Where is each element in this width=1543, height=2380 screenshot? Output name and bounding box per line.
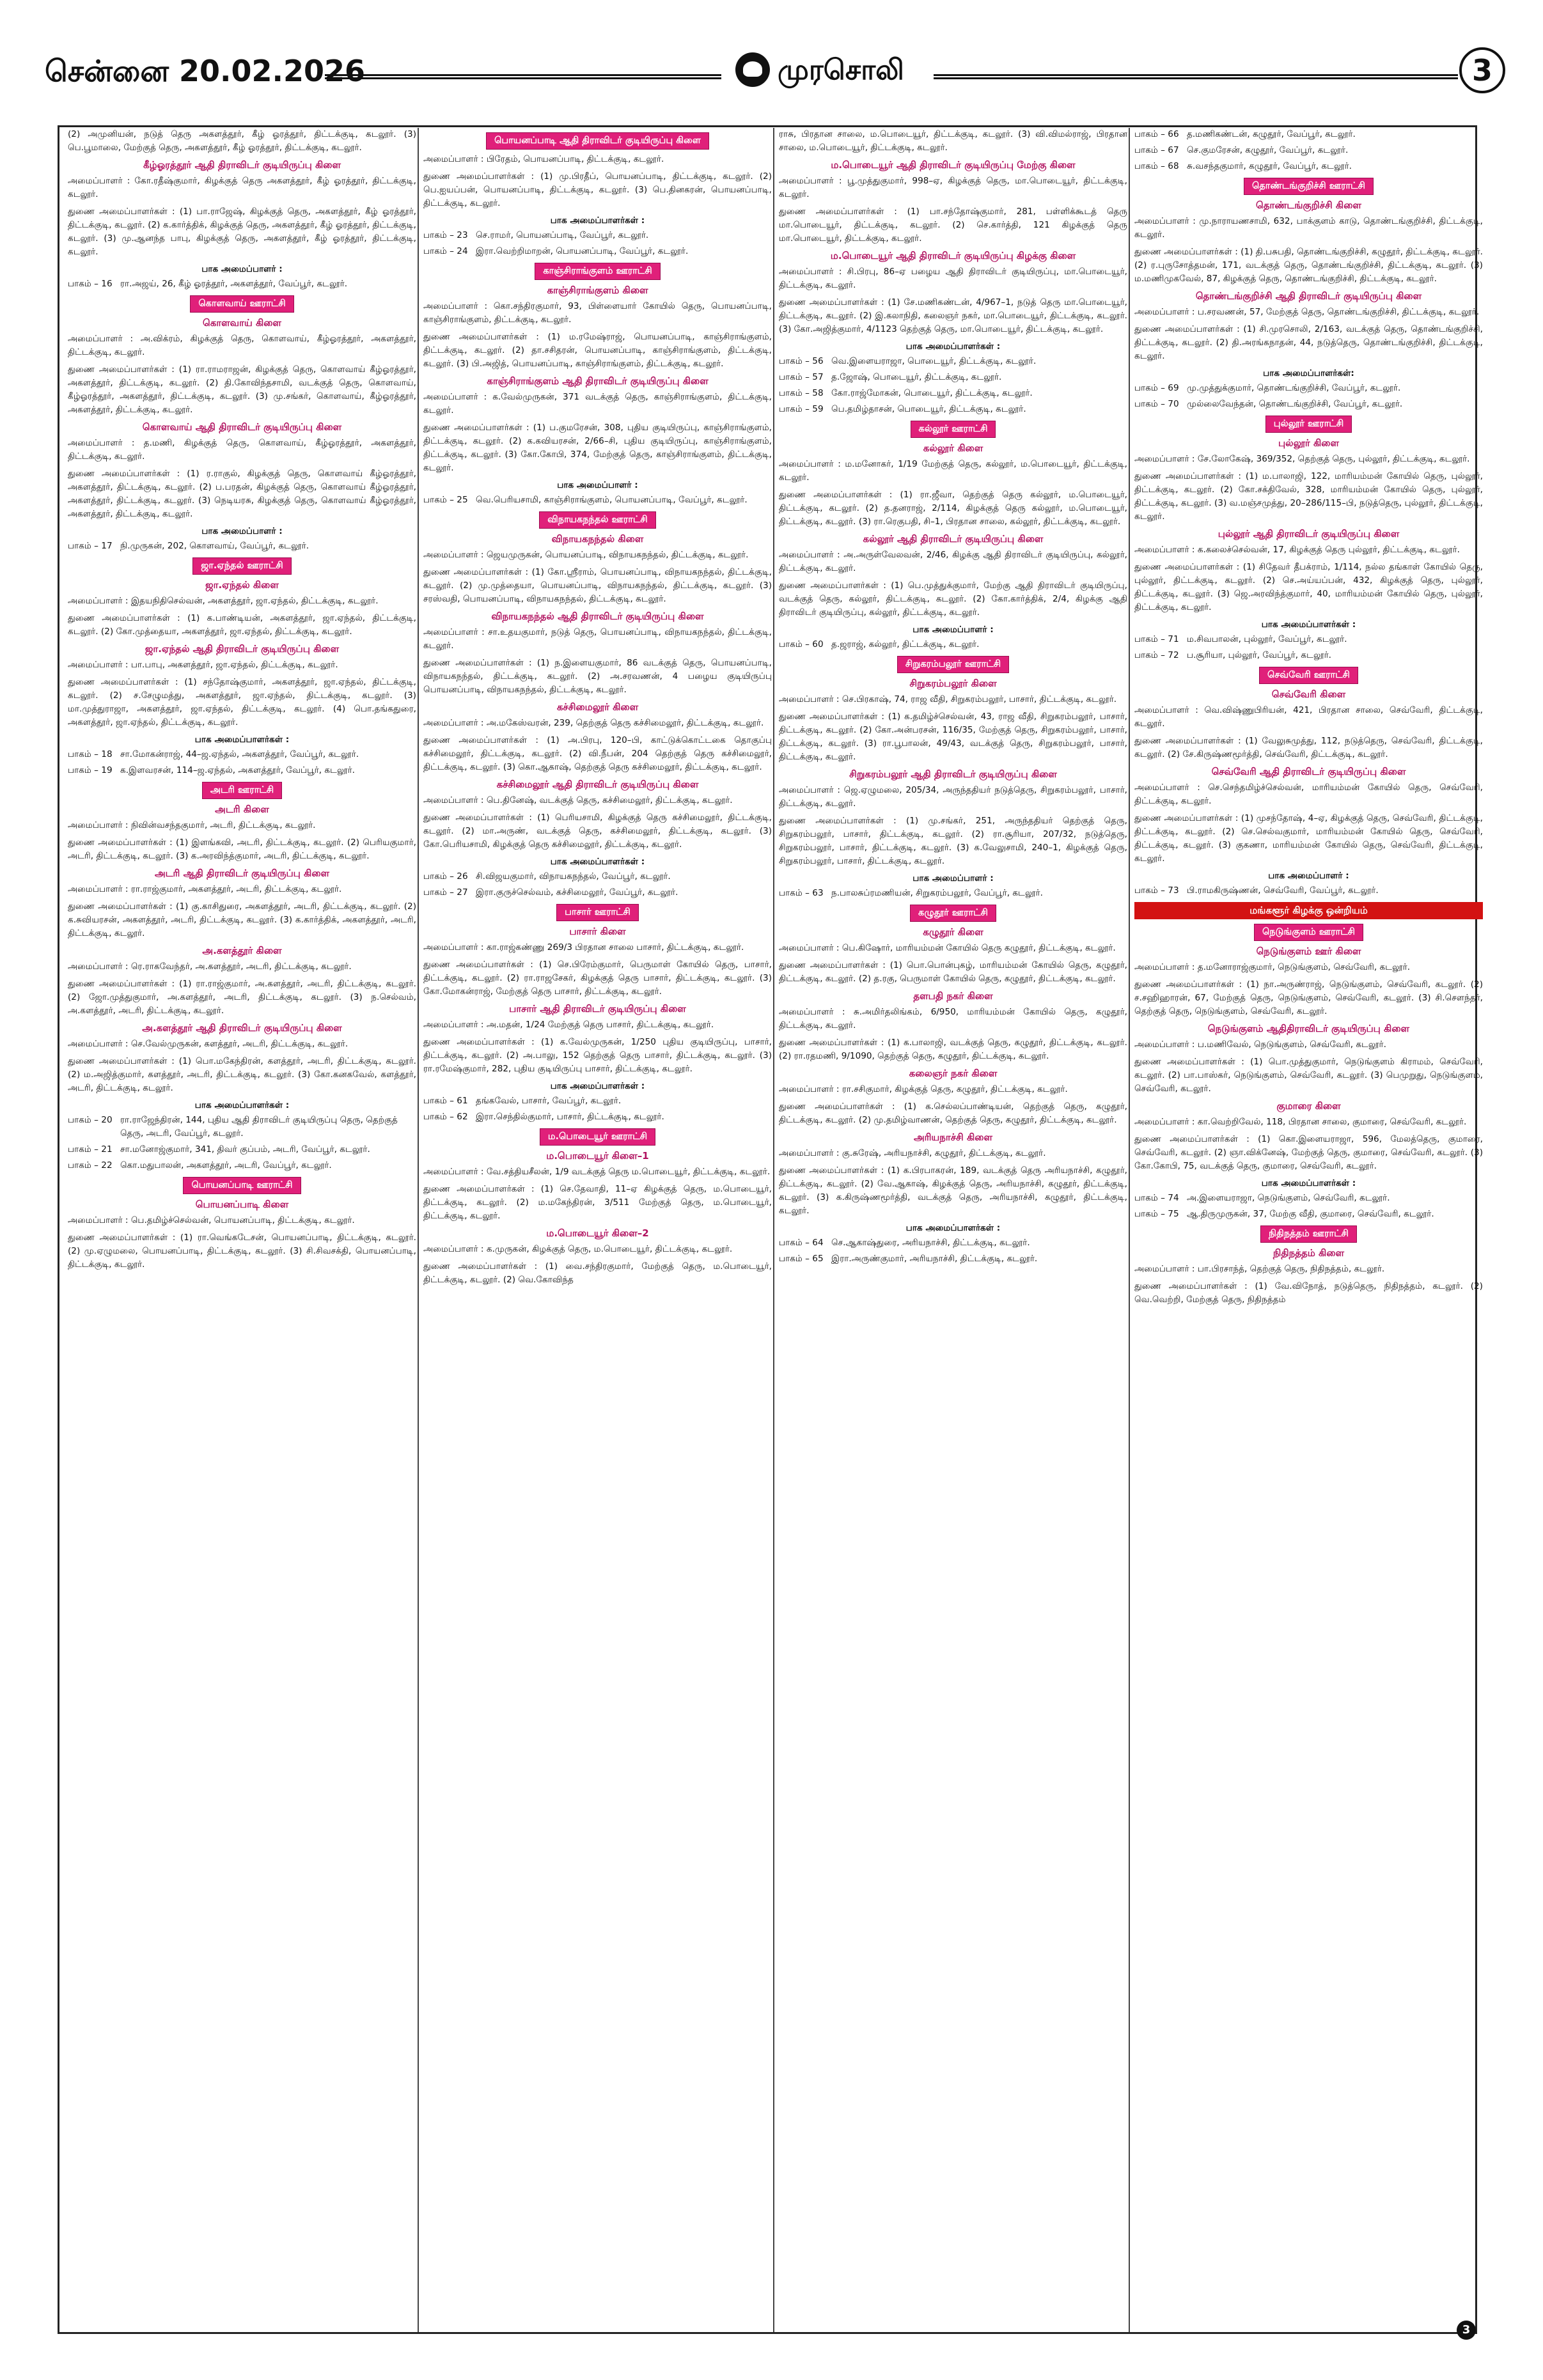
organiser-entry: அமைப்பாளர் : மு.நாராயணசாமி, 632, பாக்குளம் காடு, தொண்டங்குறிச்சி, திட்டக்குடி, கடலூர். — [1134, 216, 1483, 240]
panchayat-heading-label: செவ்வேரி ஊராட்சி — [1259, 667, 1358, 684]
booth-organiser: ரா.அஜய், 26, கீழ் ஓரத்தூர், அகளத்தூர், வேப்பூர், கடலூர். — [120, 279, 348, 289]
booth-entry — [68, 277, 416, 291]
deputy-organisers-entry: துணை அமைப்பாளர்கள் : (1) கு.காசிதுரை, அகளத்தூர், அடரி, திட்டக்குடி, கடலூர். (2) க.சுவியரசன், அகளத்தூர், அடரி, திட்டக்குடி, கடலூர். (3) க.கார்த்திக், அகளத்தூர், அடரி, திட்டக்குடி, கடலூர். — [68, 901, 416, 938]
booth-number: பாகம் – 69 — [1134, 383, 1179, 393]
branch-heading: காஞ்சிராங்குளம் கிளை — [547, 284, 648, 296]
booth-caption: பாக அமைப்பாளர்கள் : — [550, 1081, 645, 1091]
booth-caption: பாக அமைப்பாளர்கள் : — [1261, 619, 1356, 630]
booth-entry — [1134, 649, 1483, 662]
organiser-entry: அமைப்பாளர் : கா.ராஜ்கண்ணு 269/3 பிரதான சாலை பாசார், திட்டக்குடி, கடலூர். — [423, 942, 744, 953]
organiser-entry: அமைப்பாளர் : கா.வெற்றிவேல், 118, பிரதான சாலை, குமாரை, செவ்வேரி, கடலூர். — [1134, 1117, 1467, 1127]
booth-entry — [423, 245, 772, 258]
branch-heading: ஜா.ஏந்தல் கிளை — [205, 579, 279, 591]
booth-caption: பாக அமைப்பாளர் : — [201, 526, 283, 536]
branch-heading: கழுதூர் கிளை — [923, 926, 983, 938]
branch-heading: விநாயகநந்தல் ஆதி திராவிடர் குடியிருப்பு கிளை — [491, 611, 704, 622]
booth-number: பாகம் – 63 — [779, 888, 824, 898]
booth-entry — [68, 1159, 416, 1172]
branch-heading: நெடுங்குளம் ஆதிதிராவிடர் குடியிருப்பு கிளை — [1207, 1023, 1410, 1034]
booth-caption: பாக அமைப்பாளர் : — [1268, 871, 1349, 881]
organiser-entry: அமைப்பாளர் : ம.மனோகர், 1/19 மேற்குத் தெரு, கல்லூர், ம.பொடையூர், திட்டக்குடி, கடலூர். — [779, 459, 1127, 483]
organiser-entry: அமைப்பாளர் : பெ.தமிழ்ச்செல்வன், பொயனப்பாடி, திட்டக்குடி, கடலூர். — [68, 1215, 355, 1225]
organiser-entry: அமைப்பாளர் : ப.மணிவேல், நெடுங்குளம், செவ்வேரி, கடலூர். — [1134, 1039, 1386, 1050]
booth-organiser: அ.இளையராஜா, நெடுங்குளம், செவ்வேரி, கடலூர். — [1187, 1193, 1390, 1203]
booth-entry — [68, 540, 416, 553]
booth-organiser: பி.ராமகிருஷ்ணன், செவ்வேரி, வேப்பூர், கடலூர். — [1187, 885, 1379, 896]
column-4 — [1134, 128, 1483, 2332]
organiser-entry: அமைப்பாளர் : பெ.கிஷோர், மாரியம்மன் கோயில் தெரு கழுதூர், திட்டக்குடி, கடலூர். — [779, 943, 1116, 953]
deputy-organisers-entry: துணை அமைப்பாளர்கள் : (1) வை.சந்திரகுமார், மேற்குத் தெரு, ம.பொடையூர், திட்டக்குடி, கடலூர். (2) வெ.கோவிந்த — [423, 1261, 772, 1285]
deputy-organisers-entry: துணை அமைப்பாளர்கள் : (1) அ.பிரபு, 120–பி, காட்டுக்கொட்டகை தொகுப்பு கச்சிமைலூர், திட்டக்குடி, கடலூர். (2) வி.நீபன், 204 தெற்குத் தெரு கச்சிமைலூர், திட்டக்குடி, கடலூர். (3) கொ.ஆகாஷ், தெற்குத் தெரு கச்சிமைலூர், திட்டக்குடி, கடலூர். — [423, 735, 772, 772]
deputy-organisers-entry: துணை அமைப்பாளர்கள் : (1) பொ.பொன்புகழ், மாரியம்மன் கோயில் தெரு, கழுதூர், திட்டக்குடி, கடலூர். (2) த.ரகு, பெருமாள் கோயில் தெரு, கழுதூர், திட்டக்குடி, கடலூர். — [779, 960, 1127, 984]
organiser-entry: அமைப்பாளர் : இதயநிதிசெல்வன், அகளத்தூர், ஜா.ஏந்தல், திட்டக்குடி, கடலூர். — [68, 596, 379, 606]
deputy-organisers-entry: துணை அமைப்பாளர்கள் : (1) ப.குமரேசன், 308, புதிய குடியிருப்பு, காஞ்சிராங்குளம், திட்டக்குடி, கடலூர். (2) க.கவியரசன், 2/66–சி, புதிய குடியிருப்பு, காஞ்சிராங்குளம், திட்டக்குடி, கடலூர். (3) கோ.கோபி, 374, மேற்குத் தெரு, காஞ்சிராங்குளம், திட்டக்குடி, கடலூர். — [423, 423, 772, 473]
booth-number: பாகம் – 60 — [779, 639, 824, 649]
booth-number: பாகம் – 17 — [68, 541, 113, 551]
panchayat-heading — [68, 557, 416, 575]
deputy-organisers-entry: துணை அமைப்பாளர்கள் : (1) க.வேல்முருகன், 1/250 புதிய குடியிருப்பு, பாசார், திட்டக்குடி, கடலூர். (2) அ.பாலு, 152 தெற்குத் தெரு பாசார், திட்டக்குடி, கடலூர். (3) ரா.ரமேஷ்குமார், 282, புதிய குடியிருப்பு பாசார், திட்டக்குடி, கடலூர். — [423, 1037, 772, 1074]
organiser-entry: அமைப்பாளர் : க.முருகன், கிழக்குத் தெரு, ம.பொடையூர், திட்டக்குடி, கடலூர். — [423, 1244, 733, 1254]
booth-caption: பாக அமைப்பாளர் : — [201, 264, 283, 274]
booth-number: பாகம் – 24 — [423, 246, 468, 256]
panchayat-heading — [1134, 667, 1483, 684]
organiser-entry: அமைப்பாளர் : பா.பாபு, அகளத்தூர், ஜா.ஏந்தல், திட்டக்குடி, கடலூர். — [68, 660, 338, 670]
page-number-badge: 3 — [1459, 47, 1505, 93]
booth-entry — [779, 887, 1127, 900]
branch-heading-label: பொயனப்பாடி ஆதி திராவிடர் குடியிருப்பு கிளை — [486, 132, 709, 150]
branch-heading: புல்லூர் ஆதி திராவிடர் குடியிருப்பு கிளை — [1218, 528, 1400, 540]
booth-number: பாகம் – 23 — [423, 230, 468, 240]
branch-heading: பாசார் ஆதி திராவிடர் குடியிருப்பு கிளை — [509, 1003, 686, 1015]
booth-number: பாகம் – 70 — [1134, 399, 1179, 409]
deputy-organisers-entry: துணை அமைப்பாளர்கள் : (1) ரா.ஜீவா, தெற்குத் தெரு கல்லூர், ம.பொடையூர், திட்டக்குடி, கடலூர். (2) த.தனராஜ், 2/114, கிழக்குத் தெரு கல்லூர், ம.பொடையூர், திட்டக்குடி, கடலூர். (3) ரா.ரெகுபதி, சி–1, பிரதான சாலை, கல்லூர், திட்டக்குடி, கடலூர். — [779, 490, 1127, 527]
panchayat-heading-label: கல்லூர் ஊராட்சி — [911, 421, 996, 438]
branch-heading: சிறுகரம்பலூர் ஆதி திராவிடர் குடியிருப்பு கிளை — [849, 768, 1057, 780]
branch-heading: காஞ்சிராங்குளம் ஆதி திராவிடர் குடியிருப்பு கிளை — [487, 375, 709, 387]
branch-heading: ம.பொடையூர் ஆதி திராவிடர் குடியிருப்பு மேற்கு கிளை — [831, 159, 1076, 171]
booth-number: பாகம் – 18 — [68, 749, 113, 759]
masthead-rule-left — [325, 74, 721, 79]
branch-heading: பொயனப்பாடி கிளை — [195, 1199, 289, 1210]
newspaper-name: முரசொலி — [778, 54, 904, 86]
booth-number: பாகம் – 59 — [779, 404, 824, 414]
organiser-entry: அமைப்பாளர் : ஜெ.ஏழுமலை, 205/34, அருந்ததியர் நடுத்தெரு, சிறுகரம்பலூர், பாசார், திட்டக்குடி, கடலூர். — [779, 785, 1127, 809]
booth-entry — [423, 886, 772, 899]
column-3 — [779, 128, 1127, 2332]
panchayat-heading-label: ம.பொடையூர் ஊராட்சி — [540, 1128, 655, 1146]
booth-entry — [779, 1252, 1127, 1266]
column-divider — [1129, 128, 1130, 2332]
booth-number: பாகம் – 66 — [1134, 129, 1179, 139]
organiser-entry: அமைப்பாளர் : த.மணி, கிழக்குத் தெரு, கொளவாய், கீழ்ஓரத்தூர், அகளத்தூர், திட்டக்குடி, கடலூர். — [68, 438, 416, 462]
panchayat-heading — [68, 1177, 416, 1194]
deputy-organisers-entry: துணை அமைப்பாளர்கள் : (1) சி.முரசொலி, 2/163, வடக்குத் தெரு, தொண்டங்குறிச்சி, திட்டக்குடி, கடலூர். (2) தி.அரங்கநாதன், 44, நடுத்தெரு, தொண்டங்குறிச்சி, திட்டக்குடி, கடலூர். — [1134, 324, 1483, 361]
booth-entry — [779, 403, 1127, 416]
organiser-entry: அமைப்பாளர் : சா.உதயகுமார், நடுத் தெரு, பொயனப்பாடி, விநாயகநந்தல், திட்டக்குடி, கடலூர். — [423, 627, 772, 651]
organiser-entry: அமைப்பாளர் : செ.பிரகாஷ், 74, ராஜ வீதி, சிறுகரம்பலூர், பாசார், திட்டக்குடி, கடலூர். — [779, 694, 1117, 704]
booth-organiser: தங்கவேல், பாசார், வேப்பூர், கடலூர். — [476, 1096, 622, 1106]
organiser-entry: அமைப்பாளர் : அ.மகேஸ்வரன், 239, தெற்குத் தெரு கச்சிமைலூர், திட்டக்குடி, கடலூர். — [423, 718, 764, 728]
deputy-organisers-entry: துணை அமைப்பாளர்கள் : (1) நா.அருண்ராஜ், நெடுங்குளம், செவ்வேரி, கடலூர். (2) ச.சஹிஹாரன், 67, மேற்குத் தெரு, நெடுங்குளம், செவ்வேரி, கடலூர். (3) சி.சௌந்தர், தெற்குத் தெரு, நெடுங்குளம், செவ்வேரி, கடலூர். — [1134, 979, 1483, 1016]
booth-organiser: ஆ.திருமுருகன், 37, மேற்கு வீதி, குமாரை, செவ்வேரி, கடலூர். — [1187, 1209, 1434, 1219]
booth-organiser: இரா.குருச்செல்வம், கச்சிமைலூர், வேப்பூர், கடலூர். — [476, 887, 678, 898]
organiser-entry: அமைப்பாளர் : செ.வேல்முருகன், களத்தூர், அடரி, திட்டக்குடி, கடலூர். — [68, 1039, 349, 1049]
organiser-entry: அமைப்பாளர் : அ.விக்ரம், கிழக்குத் தெரு, கொளவாய், கீழ்ஓரத்தூர், அகளத்தூர், திட்டக்குடி, கடலூர். — [68, 334, 416, 357]
booth-entry — [1134, 128, 1483, 141]
booth-entry — [1134, 1192, 1483, 1205]
panchayat-heading-label: பொயனப்பாடி ஊராட்சி — [183, 1177, 301, 1194]
organiser-entry: அமைப்பாளர் : சு.அமிர்தலிங்கம், 6/950, மாரியம்மன் கோயில் தெரு, கழுதூர், திட்டக்குடி, கடலூர். — [779, 1007, 1127, 1031]
organiser-entry: அமைப்பாளர் : பா.பிரசாந்த், தெற்குத் தெரு, நிதிநத்தம், கடலூர். — [1134, 1264, 1385, 1274]
booth-number: பாகம் – 26 — [423, 871, 468, 882]
deputy-organisers-entry: துணை அமைப்பாளர்கள் : (1) ந.இளையகுமார், 86 வடக்குத் தெரு, பொயனப்பாடி, விநாயகநந்தல், திட்டக்குடி, கடலூர். (2) அ.சரவணன், 4 பழைய குடியிருப்பு பொயனப்பாடி, விநாயகநந்தல், திட்டக்குடி, கடலூர். — [423, 658, 772, 695]
booth-number: பாகம் – 74 — [1134, 1193, 1179, 1203]
panchayat-heading-label: காஞ்சிராங்குளம் ஊராட்சி — [535, 263, 660, 280]
deputy-organisers-entry: துணை அமைப்பாளர்கள் : (1) ரா.ராஜ்குமார், அ.களத்தூர், அடரி, திட்டக்குடி, கடலூர். (2) ஜோ.முத்துகுமார், அ.களத்தூர், அடரி, திட்டக்குடி, கடலூர். (3) ந.செல்வம், அ.களத்தூர், அடரி, திட்டக்குடி, கடலூர். — [68, 979, 416, 1016]
deputy-organisers-entry: துணை அமைப்பாளர்கள் : (1) ரா.வெங்கடேசன், பொயனப்பாடி, திட்டக்குடி, கடலூர். (2) மு.ஏழுமலை, பொயனப்பாடி, திட்டக்குடி, கடலூர். (3) சி.சிவசக்தி, பொயனப்பாடி, திட்டக்குடி, கடலூர். — [68, 1233, 416, 1270]
branch-heading: நெடுங்குளம் ஊர் கிளை — [1256, 945, 1361, 957]
branch-heading: கல்லூர் ஆதி திராவிடர் குடியிருப்பு கிளை — [863, 533, 1044, 545]
booth-number: பாகம் – 16 — [68, 279, 113, 289]
panchayat-heading — [779, 421, 1127, 438]
booth-entry — [423, 870, 772, 883]
booth-caption: பாக அமைப்பாளர்கள் : — [194, 1100, 290, 1110]
booth-number: பாகம் – 67 — [1134, 145, 1179, 155]
booth-organiser: செ.ராமர், பொயனப்பாடி, வேப்பூர், கடலூர். — [476, 230, 649, 240]
booth-number: பாகம் – 65 — [779, 1254, 824, 1264]
booth-entry — [1134, 884, 1483, 898]
panchayat-heading-label: கழுதூர் ஊராட்சி — [910, 905, 996, 922]
deputy-organisers-entry: துணை அமைப்பாளர்கள் : (1) பெ.முத்துக்குமார், மேற்கு ஆதி திராவிடர் குடியிருப்பு, வடக்குத் தெரு, கல்லூர், திட்டக்குடி, கடலூர். (2) கோ.கார்த்திக், 2/4, கிழக்கு ஆதி திராவிடர் குடியிருப்பு, கல்லூர், திட்டக்குடி, கடலூர். — [779, 580, 1127, 618]
deputy-organisers-entry: துணை அமைப்பாளர்கள் : (1) சே.மணிகண்டன், 4/967–1, நடுத் தெரு மா.பொடையூர், திட்டக்குடி, கடலூர். (2) இ.கலாநிதி, கலைஞர் நகர், மா.பொடையூர், திட்டக்குடி, கடலூர். (3) கோ.அஜித்குமார், 4/1123 தெற்குத் தெரு, மா.பொடையூர், திட்டக்குடி, கடலூர். — [779, 297, 1127, 334]
deputy-organisers-entry: துணை அமைப்பாளர்கள் : (1) ர.ராகுல், கிழக்குத் தெரு, கொளவாய் கீழ்ஓரத்தூர், அகளத்தூர், திட்டக்குடி, கடலூர். (2) ப.பரதன், கிழக்குத் தெரு, கொளவாய் கீழ்ஓரத்தூர், அகளத்தூர், திட்டக்குடி, கடலூர். (3) நெடியரசு, கிழக்குத் தெரு, கொளவாய் கீழ்ஓரத்தூர், அகளத்தூர், திட்டக்குடி, கடலூர். — [68, 469, 416, 519]
column-divider — [773, 128, 774, 2332]
booth-entry — [779, 1236, 1127, 1250]
booth-number: பாகம் – 56 — [779, 356, 824, 366]
organiser-entry: அமைப்பாளர் : கோ.ரதீஷ்குமார், கிழக்குத் தெரு அகளத்தூர், கீழ் ஓரத்தூர், திட்டக்குடி, கடலூர். — [68, 176, 416, 199]
booth-organiser: சா.மோகன்ராஜ், 44–ஜ.ஏந்தல், அகளத்தூர், வேப்பூர், கடலூர். — [120, 749, 359, 759]
deputy-organisers-entry: துணை அமைப்பாளர்கள் : (1) பா.சந்தோஷ்குமார், 281, பள்ளிக்கூடத் தெரு மா.பொடையூர், திட்டக்குடி, கடலூர். (2) செ.கார்த்தி, 121 கிழக்குத் தெரு மா.பொடையூர், திட்டக்குடி, கடலூர். — [779, 206, 1127, 244]
branch-heading: அரியநாச்சி கிளை — [913, 1132, 993, 1143]
deputy-organisers-entry: துணை அமைப்பாளர்கள் : (1) ம.ரமேஷ்ராஜ், பொயனப்பாடி, காஞ்சிராங்குளம், திட்டக்குடி, கடலூர். (2) தா.சசிதரன், பொயனப்பாடி, காஞ்சிராங்குளம், திட்டக்குடி, கடலூர். (3) பி.அஜித், பொயனப்பாடி, காஞ்சிராங்குளம், திட்டக்குடி, கடலூர். — [423, 332, 772, 369]
panchayat-heading — [68, 782, 416, 799]
panchayat-heading — [779, 656, 1127, 673]
booth-organiser: வெ.பெரியசாமி, காஞ்சிராங்குளம், பொயனப்பாடி, வேப்பூர், கடலூர். — [476, 495, 748, 505]
deputy-organisers-entry: துணை அமைப்பாளர்கள் : (1) பொ.முத்துகுமார், நெடுங்குளம் கிராமம், செவ்வேரி, கடலூர். (2) பா.பாஸ்கர், நெடுங்குளம், செவ்வேரி, கடலூர். (3) பெமுறுது, நெடுங்குளம், செவ்வேரி, கடலூர். — [1134, 1057, 1483, 1094]
booth-organiser: இரா.செந்தில்குமார், பாசார், திட்டக்குடி, கடலூர். — [476, 1112, 664, 1122]
branch-heading: கொளவாய் ஆதி திராவிடர் குடியிருப்பு கிளை — [142, 421, 342, 433]
booth-number: பாகம் – 58 — [779, 388, 824, 398]
booth-caption: பாக அமைப்பாளர்கள் : — [194, 735, 290, 745]
panchayat-heading — [423, 263, 772, 280]
union-heading-label: மங்களூர் கிழக்கு ஒன்றியம் — [1134, 902, 1483, 919]
organiser-entry: அமைப்பாளர் : சே.லோகேஷ், 369/352, தெற்குத் தெரு, புல்லூர், திட்டக்குடி, கடலூர். — [1134, 454, 1470, 464]
deputy-organisers-entry: துணை அமைப்பாளர்கள் : (1) மு.சங்கர், 251, அருந்ததியர் தெற்குத் தெரு, சிறுகரம்பலூர், பாசார், திட்டக்குடி, கடலூர். (2) ரா.சூரியா, 207/32, நடுத்தெரு, சிறுகரம்பலூர், பாசார், திட்டக்குடி, கடலூர். (3) க.வேலுசாமி, 240–1, கிழக்குத் தெரு, சிறுகரம்பலூர், பாசார், திட்டக்குடி, கடலூர். — [779, 816, 1127, 866]
organiser-entry: அமைப்பாளர் : வே.சத்தியசீலன், 1/9 வடக்குத் தெரு ம.பொடையூர், திட்டக்குடி, கடலூர். — [423, 1167, 771, 1177]
newspaper-logo — [735, 50, 927, 92]
booth-organiser: ம.சிவபாலன், புல்லூர், வேப்பூர், கடலூர். — [1187, 634, 1347, 644]
deputy-organisers-entry: துணை அமைப்பாளர்கள் : (1) சிதேவர் தீபக்ராம், 1/114, நல்ல தங்காள் கோயில் தெரு, புல்லூர், திட்டக்குடி, கடலூர். (2) செ.அய்யப்பன், 432, கிழக்குத் தெரு, புல்லூர், திட்டக்குடி, கடலூர். (3) ஜெ.அரவிந்த்குமார், 40, மாரியம்மன் கோயில் தெரு, புல்லூர், திட்டக்குடி, கடலூர். — [1134, 562, 1483, 612]
booth-number: பாகம் – 72 — [1134, 650, 1179, 660]
booth-number: பாகம் – 22 — [68, 1160, 113, 1171]
branch-heading: நிதிநத்தம் கிளை — [1273, 1247, 1345, 1259]
panchayat-heading-label: தொண்டங்குறிச்சி ஊராட்சி — [1244, 178, 1374, 195]
booth-number: பாகம் – 64 — [779, 1238, 824, 1248]
branch-heading: தொண்டங்குறிச்சி ஆதி திராவிடர் குடியிருப்பு கிளை — [1195, 290, 1422, 302]
organiser-entry: அமைப்பாளர் : த.மனோராஜ்குமார், நெடுங்குளம், செவ்வேரி, கடலூர். — [1134, 962, 1411, 972]
panchayat-heading — [423, 904, 772, 921]
booth-entry — [1134, 382, 1483, 395]
booth-entry — [779, 371, 1127, 384]
booth-number: பாகம் – 73 — [1134, 885, 1179, 896]
branch-heading: கீழ்ஓரத்தூர் ஆதி திராவிடர் குடியிருப்பு கிளை — [143, 159, 341, 171]
booth-entry — [68, 764, 416, 777]
booth-caption: பாக அமைப்பாளர்கள் : — [905, 341, 1001, 352]
organiser-entry: அமைப்பாளர் : கொ.சந்திரகுமார், 93, பிள்ளையார் கோயில் தெரு, பொயனப்பாடி, காஞ்சிராங்குளம், திட்டக்குடி, கடலூர். — [423, 301, 772, 325]
organiser-entry: அமைப்பாளர் : ரா.சசிகுமார், கிழக்குத் தெரு, கழுதூர், திட்டக்குடி, கடலூர். — [779, 1084, 1068, 1094]
deputy-organisers-entry: துணை அமைப்பாளர்கள் : (1) க.பாலாஜி, வடக்குத் தெரு, கழுதூர், திட்டக்குடி, கடலூர். (2) ரா.ரதமணி, 9/1090, தெற்குத் தெரு, கழுதூர், திட்டக்குடி, கடலூர். — [779, 1038, 1127, 1061]
booth-caption: பாக அமைப்பாளர்கள்: — [1263, 368, 1354, 378]
booth-organiser: சு.வசந்தகுமார், கழுதூர், வேப்பூர், கடலூர். — [1187, 161, 1352, 171]
column-2 — [423, 128, 772, 2332]
deputy-organisers-entry: துணை அமைப்பாளர்கள் : (1) வே.விநோத், நடுத்தெரு, நிதிநத்தம், கடலூர். (2) வெ.வெற்றி, மேற்குத் தெரு, நிதிநத்தம் — [1134, 1281, 1483, 1305]
branch-heading: கச்சிமைலூர் ஆதி திராவிடர் குடியிருப்பு கிளை — [496, 779, 699, 790]
booth-organiser: செ.ஆகாஷ்துரை, அரியநாச்சி, திட்டக்குடி, கடலூர். — [831, 1238, 1030, 1248]
booth-caption: பாக அமைப்பாளர்கள் : — [550, 857, 645, 867]
sun-emblem-icon — [735, 52, 770, 87]
deputy-organisers-entry: துணை அமைப்பாளர்கள் : (1) க.தமிழ்ச்செல்வன், 43, ராஜ வீதி, சிறுகரம்பலூர், பாசார், திட்டக்குடி, கடலூர். (2) கோ.அன்பரசன், 116/35, மேற்குத் தெரு, சிறுகரம்பலூர், பாசார், திட்டக்குடி, கடலூர். (3) ரா.பூபாலன், 49/43, வடக்குத் தெரு, சிறுகரம்பலூர், பாசார், திட்டக்குடி, கடலூர். — [779, 712, 1127, 762]
panchayat-heading — [423, 1128, 772, 1146]
branch-heading: பாசார் கிளை — [569, 926, 626, 937]
panchayat-heading-label: கொளவாய் ஊராட்சி — [190, 295, 294, 313]
booth-number: பாகம் – 21 — [68, 1144, 113, 1155]
organiser-entry: அமைப்பாளர் : செ.செந்தமிழ்ச்செல்வன், மாரியம்மன் கோயில் தெரு, செவ்வேரி, திட்டக்குடி, கடலூர். — [1134, 782, 1483, 806]
booth-organiser: இரா.வெற்றிமாறன், பொயனப்பாடி, வேப்பூர், கடலூர். — [476, 246, 689, 256]
panchayat-heading — [1134, 178, 1483, 195]
deputy-organisers-entry: துணை அமைப்பாளர்கள் : (1) ம.பாலாஜி, 122, மாரியம்மன் கோயில் தெரு, புல்லூர், திட்டக்குடி, கடலூர். (2) கோ.சக்திவேல், 328, மாரியம்மன் கோயில் தெரு, புல்லூர், திட்டக்குடி, கடலூர். (3) வ.மஞ்சமுத்து, 20–286/115–பி, நடுத்தெரு, புல்லூர், திட்டக்குடி, கடலூர். — [1134, 471, 1483, 522]
booth-number: பாகம் – 20 — [68, 1115, 113, 1125]
deputy-organisers-entry: துணை அமைப்பாளர்கள் : (1) தி.பசுபதி, தொண்டங்குறிச்சி, கழுதூர், திட்டக்குடி, கடலூர். (2) ர.புருசோத்தமன், 171, வடக்குத் தெரு, தொண்டங்குறிச்சி, திட்டக்குடி, கடலூர். (3) ம.மணிமுகவேல், 87, கிழக்குத் தெரு, தொண்டங்குறிச்சி, திட்டக்குடி, கடலூர். — [1134, 247, 1483, 284]
deputy-organisers-entry: துணை அமைப்பாளர்கள் : (1) கோ.ஸ்ரீராம், பொயனப்பாடி, விநாயகநந்தல், திட்டக்குடி, கடலூர். (2) மு.முத்தையா, பொயனப்பாடி, விநாயகநந்தல், திட்டக்குடி, கடலூர். (3) சரஸ்வதி, பொயனப்பாடி, விநாயகநந்தல், திட்டக்குடி, கடலூர். — [423, 567, 772, 604]
organiser-entry: அமைப்பாளர் : ஜெயமுருகன், பொயனப்பாடி, விநாயகநந்தல், திட்டக்குடி, கடலூர். — [423, 550, 749, 560]
footer-page-number: 3 — [1457, 2321, 1476, 2340]
branch-heading: அடரி ஆதி திராவிடர் குடியிருப்பு கிளை — [154, 867, 330, 879]
booth-organiser: வெ.இளையராஜா, பொடையூர், திட்டக்குடி, கடலூர். — [831, 356, 1037, 366]
panchayat-heading-label: நிதிநத்தம் ஊராட்சி — [1260, 1225, 1357, 1243]
branch-heading: கல்லூர் கிளை — [923, 442, 983, 454]
booth-organiser: த.ஜராஜ், கல்லூர், திட்டக்குடி, கடலூர். — [831, 639, 980, 649]
panchayat-heading — [1134, 1225, 1483, 1243]
booth-caption: பாக அமைப்பாளர் : — [557, 480, 638, 490]
branch-heading: விநாயகநந்தல் கிளை — [551, 533, 644, 545]
branch-heading: ஜா.ஏந்தல் ஆதி திராவிடர் குடியிருப்பு கிளை — [145, 643, 340, 655]
booth-organiser: கோ.ராஜ்மோகன், பொடையூர், திட்டக்குடி, கடலூர். — [831, 388, 1033, 398]
organiser-entry: அமைப்பாளர் : பூ.முத்துகுமார், 998–ஏ, கிழக்குத் தெரு, மா.பொடையூர், திட்டக்குடி, கடலூர். — [779, 176, 1127, 199]
booth-number: பாகம் – 19 — [68, 765, 113, 775]
booth-entry — [68, 1114, 416, 1140]
panchayat-heading-label: விநாயகநந்தல் ஊராட்சி — [539, 511, 655, 529]
booth-organiser: த.மணிகண்டன், கழுதூர், வேப்பூர், கடலூர். — [1187, 129, 1356, 139]
booth-entry — [1134, 144, 1483, 157]
booth-entry — [779, 387, 1127, 400]
deputy-organisers-entry: துணை அமைப்பாளர்கள் : (1) க.பாண்டியன், அகளத்தூர், ஜா.ஏந்தல், திட்டக்குடி, கடலூர். (2) கோ.முத்தையா, அகளத்தூர், ஜா.ஏந்தல், திட்டக்குடி, கடலூர். — [68, 613, 416, 637]
panchayat-heading-label: சிறுகரம்பலூர் ஊராட்சி — [897, 656, 1009, 673]
branch-heading: புல்லூர் கிளை — [1278, 437, 1340, 449]
branch-heading: கச்சிமைலூர் கிளை — [556, 701, 639, 713]
panchayat-heading-label: அடரி ஊராட்சி — [202, 782, 282, 799]
branch-heading: செவ்வேரி ஆதி திராவிடர் குடியிருப்பு கிளை — [1211, 766, 1406, 777]
booth-caption: பாக அமைப்பாளர்கள் : — [1261, 1178, 1356, 1188]
branch-heading: கலைஞர் நகர் கிளை — [909, 1068, 998, 1079]
organiser-entry: அமைப்பாளர் : ரெ.ராகவேந்தர், அ.களத்தூர், அடரி, திட்டக்குடி, கடலூர். — [68, 961, 352, 972]
deputy-organisers-entry: துணை அமைப்பாளர்கள் : (1) பெரியசாமி, கிழக்குத் தெரு கச்சிமைலூர், திட்டக்குடி, கடலூர். (2) மா.அருண், வடக்குத் தெரு, கச்சிமைலூர், திட்டக்குடி, கடலூர். (3) கோ.பெரியசாமி, கிழக்குத் தெரு கச்சிமைலூர், திட்டக்குடி, கடலூர். — [423, 813, 772, 850]
deputy-organisers-entry: துணை அமைப்பாளர்கள் : (1) ரா.ராமராஜன், கிழக்குத் தெரு, கொளவாய் கீழ்ஓரத்தூர், அகளத்தூர், திட்டக்குடி, கடலூர். (2) தி.கோவிந்தசாமி, வடக்குத் தெரு, கொளவாய், கீழ்ஓரத்தூர், அகளத்தூர், திட்டக்குடி, கடலூர். (3) மு.சங்கர், கொளவாய், கீழ்ஓரத்தூர், அகளத்தூர், திட்டக்குடி, கடலூர். — [68, 364, 416, 415]
panchayat-heading-label: ஜா.ஏந்தல் ஊராட்சி — [192, 557, 292, 575]
organiser-entry: அமைப்பாளர் : கு.சுரேஷ், அரியநாச்சி, கழுதூர், திட்டக்குடி, கடலூர். — [779, 1148, 1046, 1158]
branch-heading: ம.பொடையூர் கிளை–1 — [546, 1150, 649, 1162]
branch-heading: சிறுகரம்பலூர் கிளை — [909, 678, 997, 689]
branch-heading: ம.பொடையூர் ஆதி திராவிடர் குடியிருப்பு கிழக்கு கிளை — [830, 250, 1076, 261]
column-1 — [68, 128, 416, 2332]
deputy-organisers-entry: துணை அமைப்பாளர்கள் : (1) க.பிரபாகரன், 189, வடக்குத் தெரு அரியநாச்சி, கழுதூர், திட்டக்குடி, கடலூர். (2) வே.ஆகாஷ், கிழக்குத் தெரு, அரியநாச்சி, கழுதூர், திட்டக்குடி, கடலூர். (3) க.கிருஷ்ணமூர்த்தி, வடக்குத் தெரு, அரியநாச்சி, கழுதூர், திட்டக்குடி, கடலூர். — [779, 1165, 1127, 1216]
panchayat-heading-label: பாசார் ஊராட்சி — [556, 904, 639, 921]
branch-heading: தளபதி நகர் கிளை — [913, 990, 993, 1002]
booth-entry — [1134, 398, 1483, 411]
booth-entry — [68, 1143, 416, 1156]
organiser-entry: அமைப்பாளர் : வெ.விஷ்ணுபிரியன், 421, பிரதான சாலை, செவ்வேரி, திட்டக்குடி, கடலூர். — [1134, 705, 1483, 729]
union-heading — [1134, 902, 1483, 919]
organiser-entry: அமைப்பாளர் : நிவின்வசந்தகுமார், அடரி, திட்டக்குடி, கடலூர். — [68, 820, 316, 830]
booth-organiser: ரா.ராஜேந்திரன், 144, புதிய ஆதி திராவிடர் குடியிருப்பு தெரு, தெற்குத் தெரு, அடரி, வேப்பூர், கடலூர். — [120, 1115, 398, 1139]
deputy-organisers-entry: துணை அமைப்பாளர்கள் : (1) கொ.இளையராஜா, 596, மேலத்தெரு, குமாரை, செவ்வேரி, கடலூர். (2) ஞா.விக்னேஷ், மேற்குத் தெரு, குமாரை, செவ்வேரி, கடலூர். (3) கோ.கோபி, 75, வடக்குத் தெரு, குமாரை, செவ்வேரி, கடலூர். — [1134, 1134, 1483, 1171]
deputy-organisers-entry: துணை அமைப்பாளர்கள் : (1) மு.பிரதீப், பொயனப்பாடி, திட்டக்குடி, கடலூர். (2) பெ.ஐயப்பன், பொயனப்பாடி, திட்டக்குடி, கடலூர். (3) பெ.தினகரன், பொயனப்பாடி, திட்டக்குடி, கடலூர். — [423, 171, 772, 208]
booth-caption: பாக அமைப்பாளர்கள் : — [905, 1223, 1001, 1233]
panchayat-heading-label: நெடுங்குளம் ஊராட்சி — [1254, 924, 1363, 941]
panchayat-heading — [1134, 924, 1483, 941]
branch-heading: ம.பொடையூர் கிளை–2 — [546, 1227, 649, 1239]
booth-number: பாகம் – 75 — [1134, 1209, 1179, 1219]
edition-date: சென்னை 20.02.2026 — [45, 54, 366, 88]
booth-organiser: ந.பாலசுப்ரமணியன், சிறுகரம்பலூர், வேப்பூர், கடலூர். — [831, 888, 1043, 898]
deputy-organisers-entry: துணை அமைப்பாளர்கள் : (1) செ.தேவாதி, 11–ஏ கிழக்குத் தெரு, ம.பொடையூர், திட்டக்குடி, கடலூர். (2) ம.மகேந்திரன், 3/511 மேற்குத் தெரு, ம.பொடையூர், திட்டக்குடி, கடலூர். — [423, 1184, 772, 1221]
deputy-organisers-entry: துணை அமைப்பாளர்கள் : (1) முசந்தோஷ், 4–ஏ, கிழக்குத் தெரு, செவ்வேரி, திட்டக்குடி, திட்டக்குடி, கடலூர். (2) செ.செல்வகுமார், மாரியம்மன் கோயில் தெரு, செவ்வேரி, திட்டக்குடி, கடலூர். (3) குகணா, மாரியம்மன் கோயில் தெரு, செவ்வேரி, திட்டக்குடி, கடலூர். — [1134, 813, 1483, 864]
masthead-rule-right — [934, 74, 1458, 79]
organiser-entry: அமைப்பாளர் : அ.மதன், 1/24 மேற்குத் தெரு பாசார், திட்டக்குடி, கடலூர். — [423, 1020, 714, 1030]
panchayat-heading — [1134, 416, 1483, 433]
booth-organiser: த.ஜோஷ், பொடையூர், திட்டக்குடி, கடலூர். — [831, 372, 1002, 382]
organiser-entry: அமைப்பாளர் : க.வேல்முருகன், 371 வடக்குத் தெரு, காஞ்சிராங்குளம், திட்டக்குடி, கடலூர். — [423, 392, 772, 416]
booth-entry — [423, 494, 772, 507]
booth-entry — [423, 229, 772, 242]
organiser-entry: அமைப்பாளர் : க.கலைச்செல்வன், 17, கிழக்குத் தெரு புல்லூர், திட்டக்குடி, கடலூர். — [1134, 545, 1460, 555]
booth-entry — [423, 1110, 772, 1124]
deputy-organisers-entry: துணை அமைப்பாளர்கள் : (1) பொ.மகேந்திரன், களத்தூர், அடரி, திட்டக்குடி, கடலூர். (2) ம.அஜித்குமார், களத்தூர், அடரி, திட்டக்குடி, கடலூர். (3) கோ.கனகவேல், களத்தூர், அடரி, திட்டக்குடி, கடலூர். — [68, 1056, 416, 1093]
booth-number: பாகம் – 71 — [1134, 634, 1179, 644]
deputy-organisers-entry: துணை அமைப்பாளர்கள் : (1) செ.பிரேம்குமார், பெருமாள் கோயில் தெரு, பாசார், திட்டக்குடி, கடலூர். (2) ரா.ராஜசேகர், கிழக்குத் தெரு பாசார், திட்டக்குடி, கடலூர். (3) கோ.மோகன்ராஜ், மேற்குத் தெரு பாசார், திட்டக்குடி, கடலூர். — [423, 960, 772, 997]
booth-entry — [423, 1094, 772, 1108]
panchayat-heading-label: புல்லூர் ஊராட்சி — [1265, 416, 1352, 433]
booth-organiser: ப.சூரியா, புல்லூர், வேப்பூர், கடலூர். — [1187, 650, 1331, 660]
organiser-entry: அமைப்பாளர் : பிரேதம், பொயனப்பாடி, திட்டக்குடி, கடலூர். — [423, 154, 664, 164]
branch-heading: அடரி கிளை — [215, 804, 269, 815]
panchayat-heading — [779, 905, 1127, 922]
organiser-entry: அமைப்பாளர் : சி.பிரபு, 86–ஏ பழைய ஆதி திராவிடர் குடியிருப்பு, மா.பொடையூர், திட்டக்குடி, கடலூர். — [779, 267, 1127, 290]
booth-organiser: பெ.தமிழ்தாசன், பொடையூர், திட்டக்குடி, கடலூர். — [831, 404, 1026, 414]
deputy-organisers-entry: துணை அமைப்பாளர்கள் : (1) இளங்கவி, அடரி, திட்டக்குடி, கடலூர். (2) பெரியகுமார், அடரி, திட்டக்குடி, கடலூர். (3) க.அரவிந்த்குமார், அடரி, திட்டக்குடி, கடலூர். — [68, 837, 416, 861]
booth-organiser: நி.முருகன், 202, கொளவாய், வேப்பூர், கடலூர். — [120, 541, 309, 551]
booth-organiser: சி.விஜயகுமார், விநாயகநந்தல், வேப்பூர், கடலூர். — [476, 871, 671, 882]
organiser-entry: அமைப்பாளர் : பெ.தினேஷ், வடக்குத் தெரு, கச்சிமைலூர், திட்டக்குடி, கடலூர். — [423, 795, 733, 805]
organiser-entry: அமைப்பாளர் : ப.சரவணன், 57, மேற்குத் தெரு, தொண்டங்குறிச்சி, திட்டக்குடி, கடலூர். — [1134, 307, 1480, 317]
booth-number: பாகம் – 61 — [423, 1096, 468, 1106]
branch-heading: தொண்டங்குறிச்சி கிளை — [1256, 199, 1361, 211]
deputy-organisers-entry: துணை அமைப்பாளர்கள் : (1) வேலுசுமுத்து, 112, நடுத்தெரு, செவ்வேரி, திட்டக்குடி, கடலூர். (2) சே.கிருஷ்ணமூர்த்தி, செவ்வேரி, திட்டக்குடி, கடலூர். — [1134, 736, 1483, 759]
booth-number: பாகம் – 25 — [423, 495, 468, 505]
booth-entry — [779, 355, 1127, 368]
branch-heading: செவ்வேரி கிளை — [1271, 688, 1346, 700]
booth-caption: பாக அமைப்பாளர்கள் : — [550, 215, 645, 226]
booth-entry — [1134, 633, 1483, 646]
booth-organiser: செ.குமரேசன், கழுதூர், வேப்பூர், கடலூர். — [1187, 145, 1349, 155]
branch-heading: அ.களத்தூர் கிளை — [202, 945, 282, 956]
booth-caption: பாக அமைப்பாளர் : — [912, 625, 994, 635]
branch-heading: அ.களத்தூர் ஆதி திராவிடர் குடியிருப்பு கிளை — [142, 1022, 342, 1034]
booth-number: பாகம் – 68 — [1134, 161, 1179, 171]
deputy-organisers-entry: துணை அமைப்பாளர்கள் : (1) சந்தோஷ்குமார், அகளத்தூர், ஜா.ஏந்தல், திட்டக்குடி, கடலூர். (2) ச.சேழுமத்து, அகளத்தூர், ஜா.ஏந்தல், திட்டக்குடி, கடலூர். (3) மா.முத்துராஜா, அகளத்தூர், ஜா.ஏந்தல், திட்டக்குடி, கடலூர். (4) பொ.தங்கதுரை, அகளத்தூர், ஜா.ஏந்தல், திட்டக்குடி, கடலூர். — [68, 677, 416, 727]
booth-number: பாகம் – 57 — [779, 372, 824, 382]
branch-heading: கொளவாய் கிளை — [203, 317, 281, 329]
booth-organiser: சா.மனோஜ்குமார், 341, திவர் குப்பம், அடரி, வேப்பூர், கடலூர். — [120, 1144, 370, 1155]
panchayat-heading — [423, 511, 772, 529]
organiser-entry: அமைப்பாளர் : ரா.ராஜ்குமார், அகளத்தூர், அடரி, திட்டக்குடி, கடலூர். — [68, 884, 342, 894]
deputy-organisers-entry: துணை அமைப்பாளர்கள் : (1) க.செல்லப்பாண்டியன், தெற்குத் தெரு, கழுதூர், திட்டக்குடி, கடலூர். (2) மு.தமிழ்வாணன், தெற்குத் தெரு, கழுதூர், திட்டக்குடி, கடலூர். — [779, 1101, 1127, 1125]
booth-organiser: முல்லைவேந்தன், தொண்டங்குறிச்சி, வேப்பூர், கடலூர். — [1187, 399, 1403, 409]
booth-number: பாகம் – 62 — [423, 1112, 468, 1122]
booth-number: பாகம் – 27 — [423, 887, 468, 898]
booth-entry — [779, 638, 1127, 651]
booth-organiser: கொ.மதுபாலன், அகளத்தூர், அடரி, வேப்பூர், கடலூர். — [120, 1160, 332, 1171]
column-divider — [418, 128, 419, 2332]
booth-entry — [1134, 160, 1483, 173]
branch-heading: குமாரை கிளை — [1276, 1100, 1341, 1112]
booth-organiser: இரா.அருண்குமார், அரியநாச்சி, திட்டக்குடி, கடலூர். — [831, 1254, 1038, 1264]
booth-entry — [1134, 1208, 1483, 1221]
masthead — [38, 50, 1503, 95]
organiser-entry: அமைப்பாளர் : அ.அருள்வேலவன், 2/46, கிழக்கு ஆதி திராவிடர் குடியிருப்பு, கல்லூர், திட்டக்குடி, கடலூர். — [779, 550, 1127, 573]
panchayat-heading — [68, 295, 416, 313]
booth-entry — [68, 748, 416, 761]
booth-organiser: மு.முத்துக்குமார், தொண்டங்குறிச்சி, வேப்பூர், கடலூர். — [1187, 383, 1401, 393]
panchayat-heading — [423, 132, 772, 150]
deputy-organisers-entry: துணை அமைப்பாளர்கள் : (1) பா.ராஜேஷ், கிழக்குத் தெரு, அகளத்தூர், கீழ் ஓரத்தூர், திட்டக்குடி, கடலூர். (2) க.கார்த்திக், கிழக்குத் தெரு, அகளத்தூர், கீழ் ஓரத்தூர், திட்டக்குடி, கடலூர். (3) மு.ஆனந்த பாபு, கிழக்குத் தெரு, அகளத்தூர், கீழ் ஓரத்தூர், திட்டக்குடி, கடலூர். — [68, 206, 416, 257]
booth-organiser: க.இளவரசன், 114–ஜ.ஏந்தல், அகளத்தூர், வேப்பூர், கடலூர். — [120, 765, 355, 775]
paragraph: ராசு, பிரதான சாலை, ம.பொடையூர், திட்டக்குடி, கடலூர். (3) வி.விமல்ராஜ், பிரதான சாலை, ம.பொடையூர், திட்டக்குடி, கடலூர். — [779, 129, 1127, 153]
paragraph: (2) அமுனியன், நடுத் தெரு அகளத்தூர், கீழ் ஓரத்தூர், திட்டக்குடி, கடலூர். (3) பெ.பூமாலை, மேற்குத் தெரு, அகளத்தூர், கீழ் ஓரத்தூர், திட்டக்குடி, கடலூர். — [68, 129, 416, 153]
booth-caption: பாக அமைப்பாளர் : — [912, 873, 994, 883]
